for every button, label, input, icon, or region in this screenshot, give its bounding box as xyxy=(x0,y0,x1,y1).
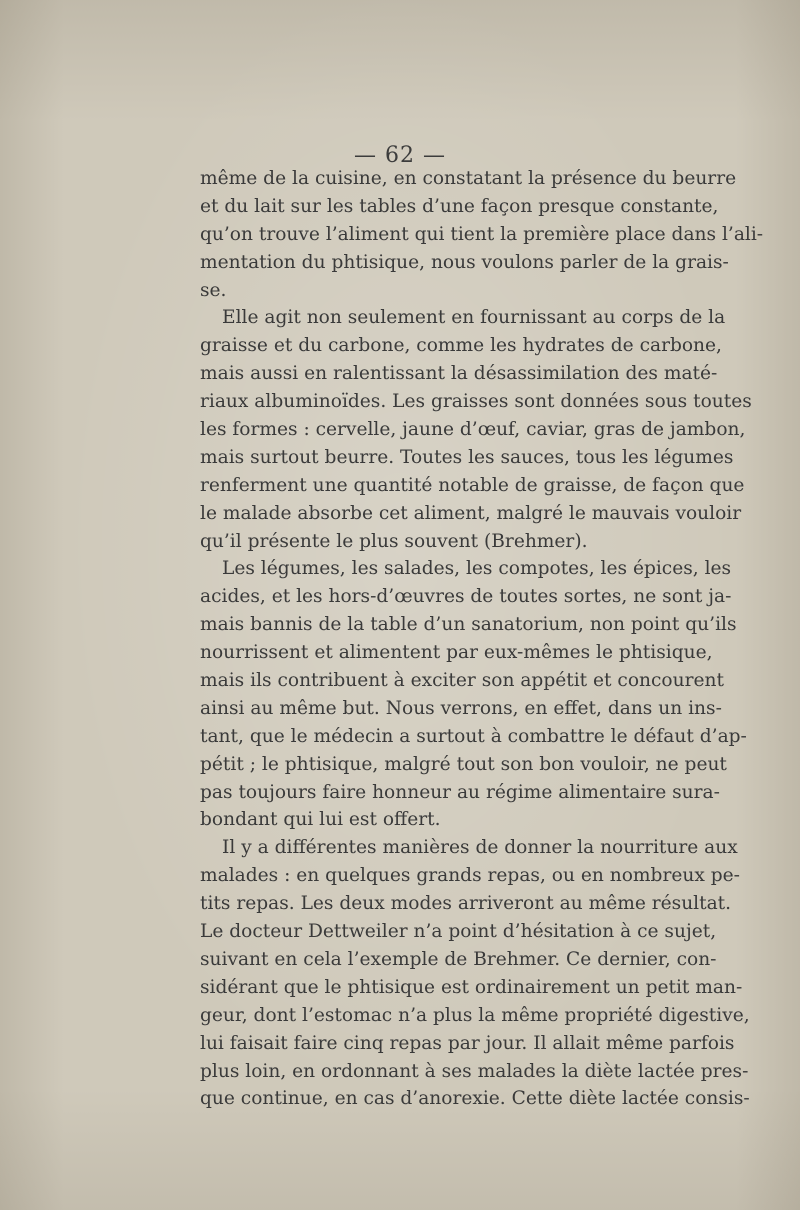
text-line: mais ils contribuent à exciter son appétit et concourent xyxy=(200,670,724,692)
text-line: mais aussi en ralentissant la désassimilation des maté- xyxy=(200,363,718,385)
text-line: mais bannis de la table d’un sanatorium, non point qu’ils xyxy=(200,614,737,636)
text-line: le malade absorbe cet aliment, malgré le mauvais vouloir xyxy=(200,502,742,524)
text-line: pétit ; le phtisique, malgré tout son bon vouloir, ne peut xyxy=(200,753,727,775)
text-line: se. xyxy=(200,279,227,301)
text-line: Elle agit non seulement en fournissant au corps de la xyxy=(222,307,726,329)
text-line: même de la cuisine, en constatant la présence du beurre xyxy=(200,168,737,189)
text-line: et du lait sur les tables d’une façon presque constante, xyxy=(200,195,719,217)
text-line: renferment une quantité notable de graisse, de façon que xyxy=(200,474,745,496)
text-line: riaux albuminoïdes. Les graisses sont données sous toutes xyxy=(200,391,752,413)
text-line: mais surtout beurre. Toutes les sauces, tous les légumes xyxy=(200,446,734,468)
text-line: ainsi au même but. Nous verrons, en effet, dans un ins- xyxy=(200,697,722,719)
text-line: suivant en cela l’exemple de Brehmer. Ce dernier, con- xyxy=(200,948,717,970)
text-line: tits repas. Les deux modes arriveront au même résultat. xyxy=(200,893,732,915)
text-line: lui faisait faire cinq repas par jour. Il allait même parfois xyxy=(200,1032,735,1054)
text-line: acides, et les hors-d’œuvres de toutes sortes, ne sont ja- xyxy=(200,586,732,608)
text-line: plus loin, en ordonnant à ses malades la diète lactée pres- xyxy=(200,1060,749,1082)
text-line: les formes : cervelle, jaune d’œuf, caviar, gras de jambon, xyxy=(200,419,746,441)
text-line: graisse et du carbone, comme les hydrates de carbone, xyxy=(200,335,722,357)
text-line: tant, que le médecin a surtout à combattre le défaut d’ap- xyxy=(200,725,747,747)
text-line: qu’on trouve l’aliment qui tient la première place dans l’ali- xyxy=(200,223,764,245)
text-line: que continue, en cas d’anorexie. Cette diète lactée consis- xyxy=(200,1088,750,1110)
body-text xyxy=(200,165,764,1113)
text-line: Le docteur Dettweiler n’a point d’hésitation à ce sujet, xyxy=(200,921,717,943)
text-line: geur, dont l’estomac n’a plus la même propriété digestive, xyxy=(200,1004,750,1026)
text-line: Les légumes, les salades, les compotes, les épices, les xyxy=(222,558,732,580)
text-line: sidérant que le phtisique est ordinairement un petit man- xyxy=(200,976,743,998)
text-line: Il y a différentes manières de donner la nourriture aux xyxy=(222,837,738,859)
text-line: bondant qui lui est offert. xyxy=(200,809,441,831)
text-line: pas toujours faire honneur au régime alimentaire sura- xyxy=(200,781,720,803)
text-line: nourrissent et alimentent par eux-mêmes le phtisique, xyxy=(200,642,713,664)
text-line: malades : en quelques grands repas, ou en nombreux pe- xyxy=(200,865,740,887)
text-line: qu’il présente le plus souvent (Brehmer). xyxy=(200,530,588,552)
page-number: — 62 — xyxy=(354,143,446,168)
text-line: mentation du phtisique, nous voulons parler de la grais- xyxy=(200,251,729,273)
